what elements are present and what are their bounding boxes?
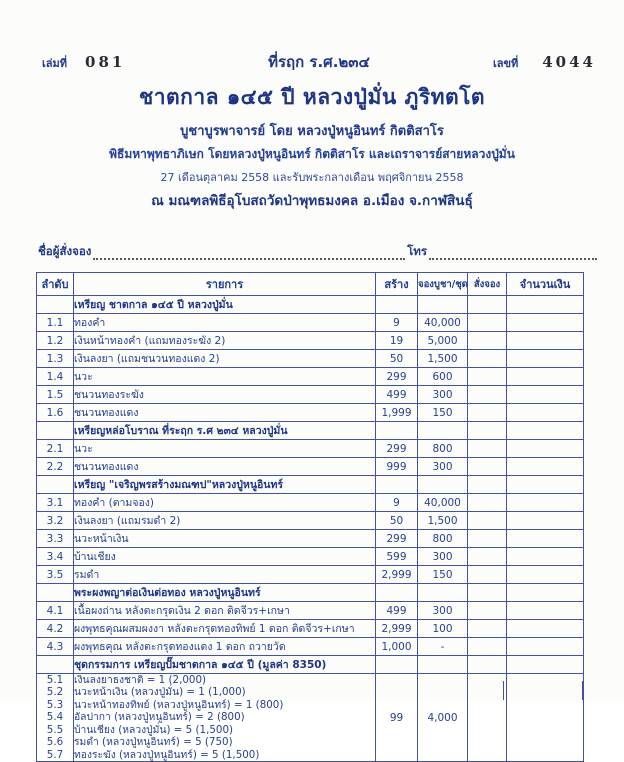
made-count-cell: 2,999 <box>376 620 418 638</box>
price-cell: 300 <box>418 602 468 620</box>
order-qty-cell <box>468 566 507 584</box>
section-row <box>37 584 584 602</box>
item-row <box>37 620 584 638</box>
section-row <box>37 476 584 494</box>
item-row <box>37 638 584 656</box>
section-title: เหรียญ ชาตกาล ๑๔๕ ปี หลวงปู่มั่น <box>74 296 376 314</box>
orderer-name-field[interactable] <box>93 246 405 260</box>
row-index: 3.5 <box>37 566 74 584</box>
col-header-made: สร้าง <box>376 273 418 296</box>
order-qty-cell <box>468 368 507 386</box>
amount-cell <box>507 584 584 602</box>
order-qty-cell <box>468 404 507 422</box>
price-cell: 100 <box>418 620 468 638</box>
book-no-value: 081 <box>85 53 126 71</box>
item-row <box>37 458 584 476</box>
price-cell: 150 <box>418 566 468 584</box>
section-row <box>37 296 584 314</box>
made-count-cell: 2,999 <box>376 566 418 584</box>
amount-cell <box>507 386 584 404</box>
committee-item-label: ทองระฆัง (หลวงปู่หนูอินทร์) = 5 (1,500) <box>74 748 260 761</box>
made-count-cell: 99 <box>376 674 418 762</box>
made-count-cell: 299 <box>376 368 418 386</box>
committee-item-label: บ้านเชียง (หลวงปู่มั่น) = 5 (1,500) <box>74 723 234 736</box>
orderer-line <box>38 243 599 261</box>
price-cell <box>418 296 468 314</box>
phone-label: โทร <box>407 244 427 258</box>
amount-cell <box>507 458 584 476</box>
row-index: 3.4 <box>37 548 74 566</box>
item-label: ทองคำ <box>74 314 376 332</box>
committee-item-index: 5.5 <box>46 723 64 736</box>
committee-item-index: 5.3 <box>46 698 64 711</box>
committee-item-label: นวะหน้าเงิน (หลวงปู่มั่น) = 1 (1,000) <box>74 686 246 699</box>
price-cell: - <box>418 638 468 656</box>
price-cell: 800 <box>418 530 468 548</box>
item-row <box>37 602 584 620</box>
committee-item-label: อัลปากา (หลวงปู่หนูอินทร์) = 2 (800) <box>74 711 245 724</box>
commemorative-era-text: ที่รฤก ร.ศ.๒๓๔ <box>268 53 370 71</box>
order-qty-cell <box>468 584 507 602</box>
table-continuation-line <box>582 681 583 700</box>
order-qty-cell <box>468 602 507 620</box>
amount-cell <box>507 602 584 620</box>
order-qty-cell <box>468 386 507 404</box>
item-label: บ้านเชียง <box>74 548 376 566</box>
section-title: เหรียญหล่อโบราณ ที่ระฤก ร.ศ ๒๓๔ หลวงปู่มั่น <box>74 422 376 440</box>
made-count-cell: 19 <box>376 332 418 350</box>
order-qty-cell <box>468 458 507 476</box>
made-count-cell: 9 <box>376 494 418 512</box>
row-index: 3.1 <box>37 494 74 512</box>
order-qty-cell <box>468 332 507 350</box>
amount-cell <box>507 656 584 674</box>
row-index <box>37 584 74 602</box>
page-title: ชาตกาล ๑๔๕ ปี หลวงปู่มั่น ภูริทตโต <box>138 85 486 109</box>
price-cell: 4,000 <box>418 674 468 762</box>
order-table <box>36 272 584 762</box>
price-cell: 800 <box>418 440 468 458</box>
item-label: ทองคำ (ตามจอง) <box>74 494 376 512</box>
row-index: 1.6 <box>37 404 74 422</box>
row-index: 1.5 <box>37 386 74 404</box>
price-cell: 300 <box>418 548 468 566</box>
header-meta-row <box>0 0 624 74</box>
col-header-order: สั่งจอง <box>468 273 507 296</box>
price-cell: 600 <box>418 368 468 386</box>
price-cell: 300 <box>418 458 468 476</box>
item-row <box>37 530 584 548</box>
committee-set-row <box>37 674 584 762</box>
amount-cell <box>507 620 584 638</box>
order-qty-cell <box>468 296 507 314</box>
made-count-cell <box>376 656 418 674</box>
order-qty-cell <box>468 548 507 566</box>
item-label: เนื้อผงถ่าน หลังตะกรุดเงิน 2 ดอก ติดจีวร+เกษา <box>74 602 376 620</box>
amount-cell <box>507 350 584 368</box>
made-count-cell: 9 <box>376 314 418 332</box>
col-header-item: รายการ <box>74 273 376 296</box>
subtitle-ceremony-line: พิธีมหาพุทธาภิเษก โดยหลวงปู่หนูอินทร์ กิตติสาโร และเถราจารย์สายหลวงปู่มั่น <box>109 147 515 161</box>
order-qty-cell <box>468 476 507 494</box>
row-index <box>37 422 74 440</box>
price-cell: 1,500 <box>418 512 468 530</box>
item-label: ชนวนทองระฆัง <box>74 386 376 404</box>
row-index: 3.2 <box>37 512 74 530</box>
committee-item-index: 5.1 <box>46 674 64 686</box>
order-qty-cell <box>468 494 507 512</box>
item-row <box>37 314 584 332</box>
row-index: 4.3 <box>37 638 74 656</box>
order-qty-cell <box>468 620 507 638</box>
item-label: ผงพุทธคุณผสมผงงา หลังตะกรุดทองทิพย์ 1 ดอก ติดจีวร+เกษา <box>74 620 376 638</box>
amount-cell <box>507 404 584 422</box>
amount-cell <box>507 548 584 566</box>
subtitle-date-line: 27 เดือนตุลาคม 2558 และรับพระกลางเดือน พฤศจิกายน 2558 <box>160 171 464 184</box>
amount-cell <box>507 494 584 512</box>
price-cell: 5,000 <box>418 332 468 350</box>
committee-item-index: 5.4 <box>46 711 64 724</box>
order-qty-cell <box>468 440 507 458</box>
amount-cell <box>507 638 584 656</box>
section-row <box>37 656 584 674</box>
price-cell <box>418 656 468 674</box>
item-label: นวะหน้าเงิน <box>74 530 376 548</box>
amount-cell <box>507 332 584 350</box>
made-count-cell: 299 <box>376 530 418 548</box>
committee-index-cell <box>37 674 74 762</box>
amount-cell <box>507 368 584 386</box>
committee-item-label: นวะหน้าทองทิพย์ (หลวงปู่หนูอินทร์) = 1 (800) <box>74 698 284 711</box>
order-qty-cell <box>468 314 507 332</box>
item-row <box>37 350 584 368</box>
amount-cell <box>507 476 584 494</box>
item-row <box>37 332 584 350</box>
subtitle-honor-line: บูชาบูรพาจารย์ โดย หลวงปู่หนูอินทร์ กิตติสาโร <box>180 124 444 139</box>
row-index <box>37 476 74 494</box>
made-count-cell: 999 <box>376 458 418 476</box>
item-label: เงินลงยา (แถมชนวนทองแดง 2) <box>74 350 376 368</box>
made-count-cell <box>376 476 418 494</box>
table-header-row <box>37 273 584 296</box>
section-title: พระผงพญาต่อเงินต่อทอง หลวงปู่หนูอินทร์ <box>74 584 376 602</box>
sheet-no-label: เลขที่ <box>492 57 519 70</box>
made-count-cell: 1,999 <box>376 404 418 422</box>
order-qty-cell <box>468 530 507 548</box>
row-index: 2.1 <box>37 440 74 458</box>
made-count-cell: 50 <box>376 350 418 368</box>
item-row <box>37 368 584 386</box>
col-header-amount: จำนวนเงิน <box>507 273 584 296</box>
item-label: เงินลงยา (แถมรมดำ 2) <box>74 512 376 530</box>
amount-cell <box>507 512 584 530</box>
item-label: ชนวนทองแดง <box>74 404 376 422</box>
made-count-cell: 499 <box>376 386 418 404</box>
order-qty-cell <box>468 638 507 656</box>
order-qty-cell <box>468 512 507 530</box>
amount-cell <box>507 440 584 458</box>
made-count-cell: 50 <box>376 512 418 530</box>
item-label: เงินหน้าทองคำ (แถมทองระฆัง 2) <box>74 332 376 350</box>
committee-item-index: 5.7 <box>46 748 64 761</box>
item-row <box>37 512 584 530</box>
price-cell <box>418 476 468 494</box>
sheet-no-value: 4044 <box>542 53 596 71</box>
item-label: ผงพุทธคุณ หลังตะกรุดทองแดง 1 ดอก ถวายวัด <box>74 638 376 656</box>
item-row <box>37 404 584 422</box>
section-title: ชุดกรรมการ เหรียญปั๊มชาตกาล ๑๔๕ ปี (มูลค่า 8350) <box>74 656 376 674</box>
row-index: 1.1 <box>37 314 74 332</box>
order-qty-cell <box>468 674 507 762</box>
made-count-cell: 299 <box>376 440 418 458</box>
price-cell: 150 <box>418 404 468 422</box>
amount-cell <box>507 674 584 762</box>
section-title: เหรียญ "เจริญพรสร้างมณฑป"หลวงปู่หนูอินทร์ <box>74 476 376 494</box>
col-header-price: จองบูชา/ชุด <box>418 273 468 296</box>
made-count-cell: 1,000 <box>376 638 418 656</box>
order-qty-cell <box>468 350 507 368</box>
phone-field[interactable] <box>429 246 597 260</box>
item-row <box>37 548 584 566</box>
sheet-number-group <box>426 53 596 72</box>
section-row <box>37 422 584 440</box>
row-index <box>37 656 74 674</box>
item-label: นวะ <box>74 440 376 458</box>
table-continuation-line <box>503 681 504 700</box>
price-cell: 40,000 <box>418 494 468 512</box>
committee-item-index: 5.2 <box>46 686 64 699</box>
price-cell: 300 <box>418 386 468 404</box>
order-qty-cell <box>468 422 507 440</box>
book-no-label: เล่มที่ <box>42 57 68 70</box>
item-row <box>37 494 584 512</box>
amount-cell <box>507 422 584 440</box>
price-cell: 40,000 <box>418 314 468 332</box>
price-cell <box>418 422 468 440</box>
item-row <box>37 566 584 584</box>
price-cell <box>418 584 468 602</box>
book-number-group <box>42 53 212 72</box>
made-count-cell <box>376 296 418 314</box>
amount-cell <box>507 530 584 548</box>
row-index: 1.4 <box>37 368 74 386</box>
row-index: 3.3 <box>37 530 74 548</box>
row-index: 1.2 <box>37 332 74 350</box>
row-index: 4.2 <box>37 620 74 638</box>
row-index: 4.1 <box>37 602 74 620</box>
made-count-cell: 499 <box>376 602 418 620</box>
subtitle-venue-line: ณ มณฑลพิธีอุโบสถวัดป่าพุทธมงคล อ.เมือง จ.กาฬสินธุ์ <box>151 193 473 209</box>
item-label: นวะ <box>74 368 376 386</box>
made-count-cell: 599 <box>376 548 418 566</box>
orderer-name-label: ชื่อผู้สั่งจอง <box>38 244 92 258</box>
item-row <box>37 386 584 404</box>
amount-cell <box>507 566 584 584</box>
made-count-cell <box>376 422 418 440</box>
item-label: ชนวนทองแดง <box>74 458 376 476</box>
order-qty-cell <box>468 656 507 674</box>
row-index: 1.3 <box>37 350 74 368</box>
item-row <box>37 440 584 458</box>
order-table-body <box>37 296 584 762</box>
amount-cell <box>507 314 584 332</box>
committee-item-index: 5.6 <box>46 736 64 749</box>
item-label: รมดำ <box>74 566 376 584</box>
committee-item-label: เงินลงยาธงชาติ = 1 (2,000) <box>74 674 207 686</box>
col-header-index: ลำดับ <box>37 273 74 296</box>
committee-item-label: รมดำ (หลวงปู่หนูอินทร์) = 5 (750) <box>74 736 233 749</box>
row-index <box>37 296 74 314</box>
made-count-cell <box>376 584 418 602</box>
price-cell: 1,500 <box>418 350 468 368</box>
amount-cell <box>507 296 584 314</box>
row-index: 2.2 <box>37 458 74 476</box>
committee-items-cell <box>74 674 376 762</box>
